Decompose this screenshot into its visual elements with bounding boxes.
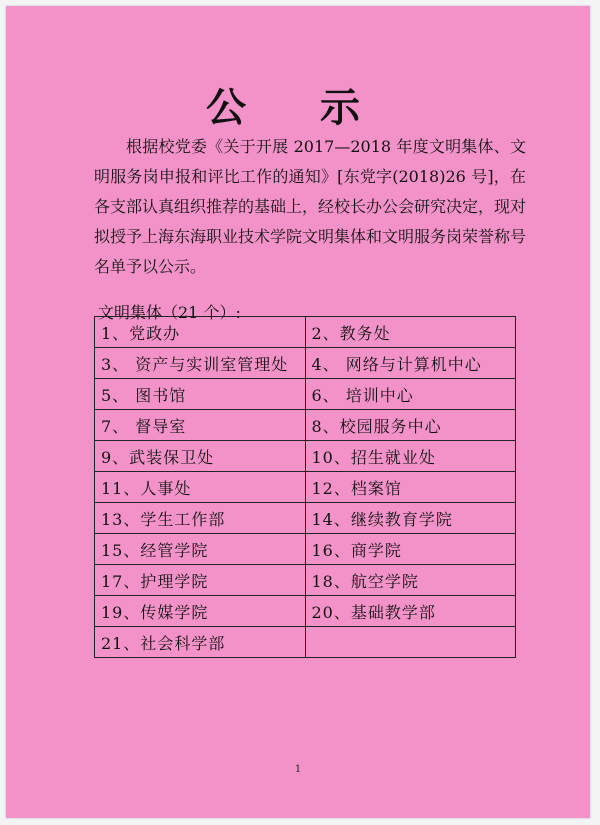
table-cell: 1、党政办 [95, 317, 306, 348]
table-cell: 9、武装保卫处 [95, 441, 306, 472]
document-page [6, 6, 590, 818]
table-cell: 10、招生就业处 [305, 441, 516, 472]
table-row [95, 441, 516, 472]
table-cell: 14、继续教育学院 [305, 503, 516, 534]
table-cell: 19、传媒学院 [95, 596, 306, 627]
table-cell: 11、人事处 [95, 472, 306, 503]
table-cell: 2、教务处 [305, 317, 516, 348]
table-cell: 13、学生工作部 [95, 503, 306, 534]
table-cell: 3、 资产与实训室管理处 [95, 348, 306, 379]
table-cell: 6、 培训中心 [305, 379, 516, 410]
table-cell: 12、档案馆 [305, 472, 516, 503]
announcement-paragraph: 根据校党委《关于开展 2017—2018 年度文明集体、文明服务岗申报和评比工作的通知》[东党字(2018)26 号]，在各支部认真组织推荐的基础上，经校长办公会研究决定，现对拟授予上海东海职业技术学院文明集体和文明服务岗荣誉称号名单予以公示。 [94, 137, 527, 276]
table-row [95, 410, 516, 441]
table-cell: 5、 图书馆 [95, 379, 306, 410]
table-row [95, 348, 516, 379]
table-row [95, 627, 516, 658]
table-cell: 21、社会科学部 [95, 627, 306, 658]
table-row [95, 317, 516, 348]
page-number: 1 [294, 764, 302, 775]
table-cell: 16、商学院 [305, 534, 516, 565]
page-title: 公 示 [206, 84, 390, 131]
table-cell [305, 627, 516, 658]
table-cell: 18、航空学院 [305, 565, 516, 596]
table-row [95, 596, 516, 627]
table-cell: 15、经管学院 [95, 534, 306, 565]
table-row [95, 472, 516, 503]
table-cell: 7、 督导室 [95, 410, 306, 441]
section-label: 文明集体（21 个）: [98, 303, 241, 322]
table-cell: 8、校园服务中心 [305, 410, 516, 441]
table-row [95, 534, 516, 565]
table-row [95, 379, 516, 410]
table-row [95, 503, 516, 534]
table-cell: 17、护理学院 [95, 565, 306, 596]
table-cell: 20、基础教学部 [305, 596, 516, 627]
table-row [95, 565, 516, 596]
civilized-collective-table [94, 316, 516, 658]
table-cell: 4、 网络与计算机中心 [305, 348, 516, 379]
